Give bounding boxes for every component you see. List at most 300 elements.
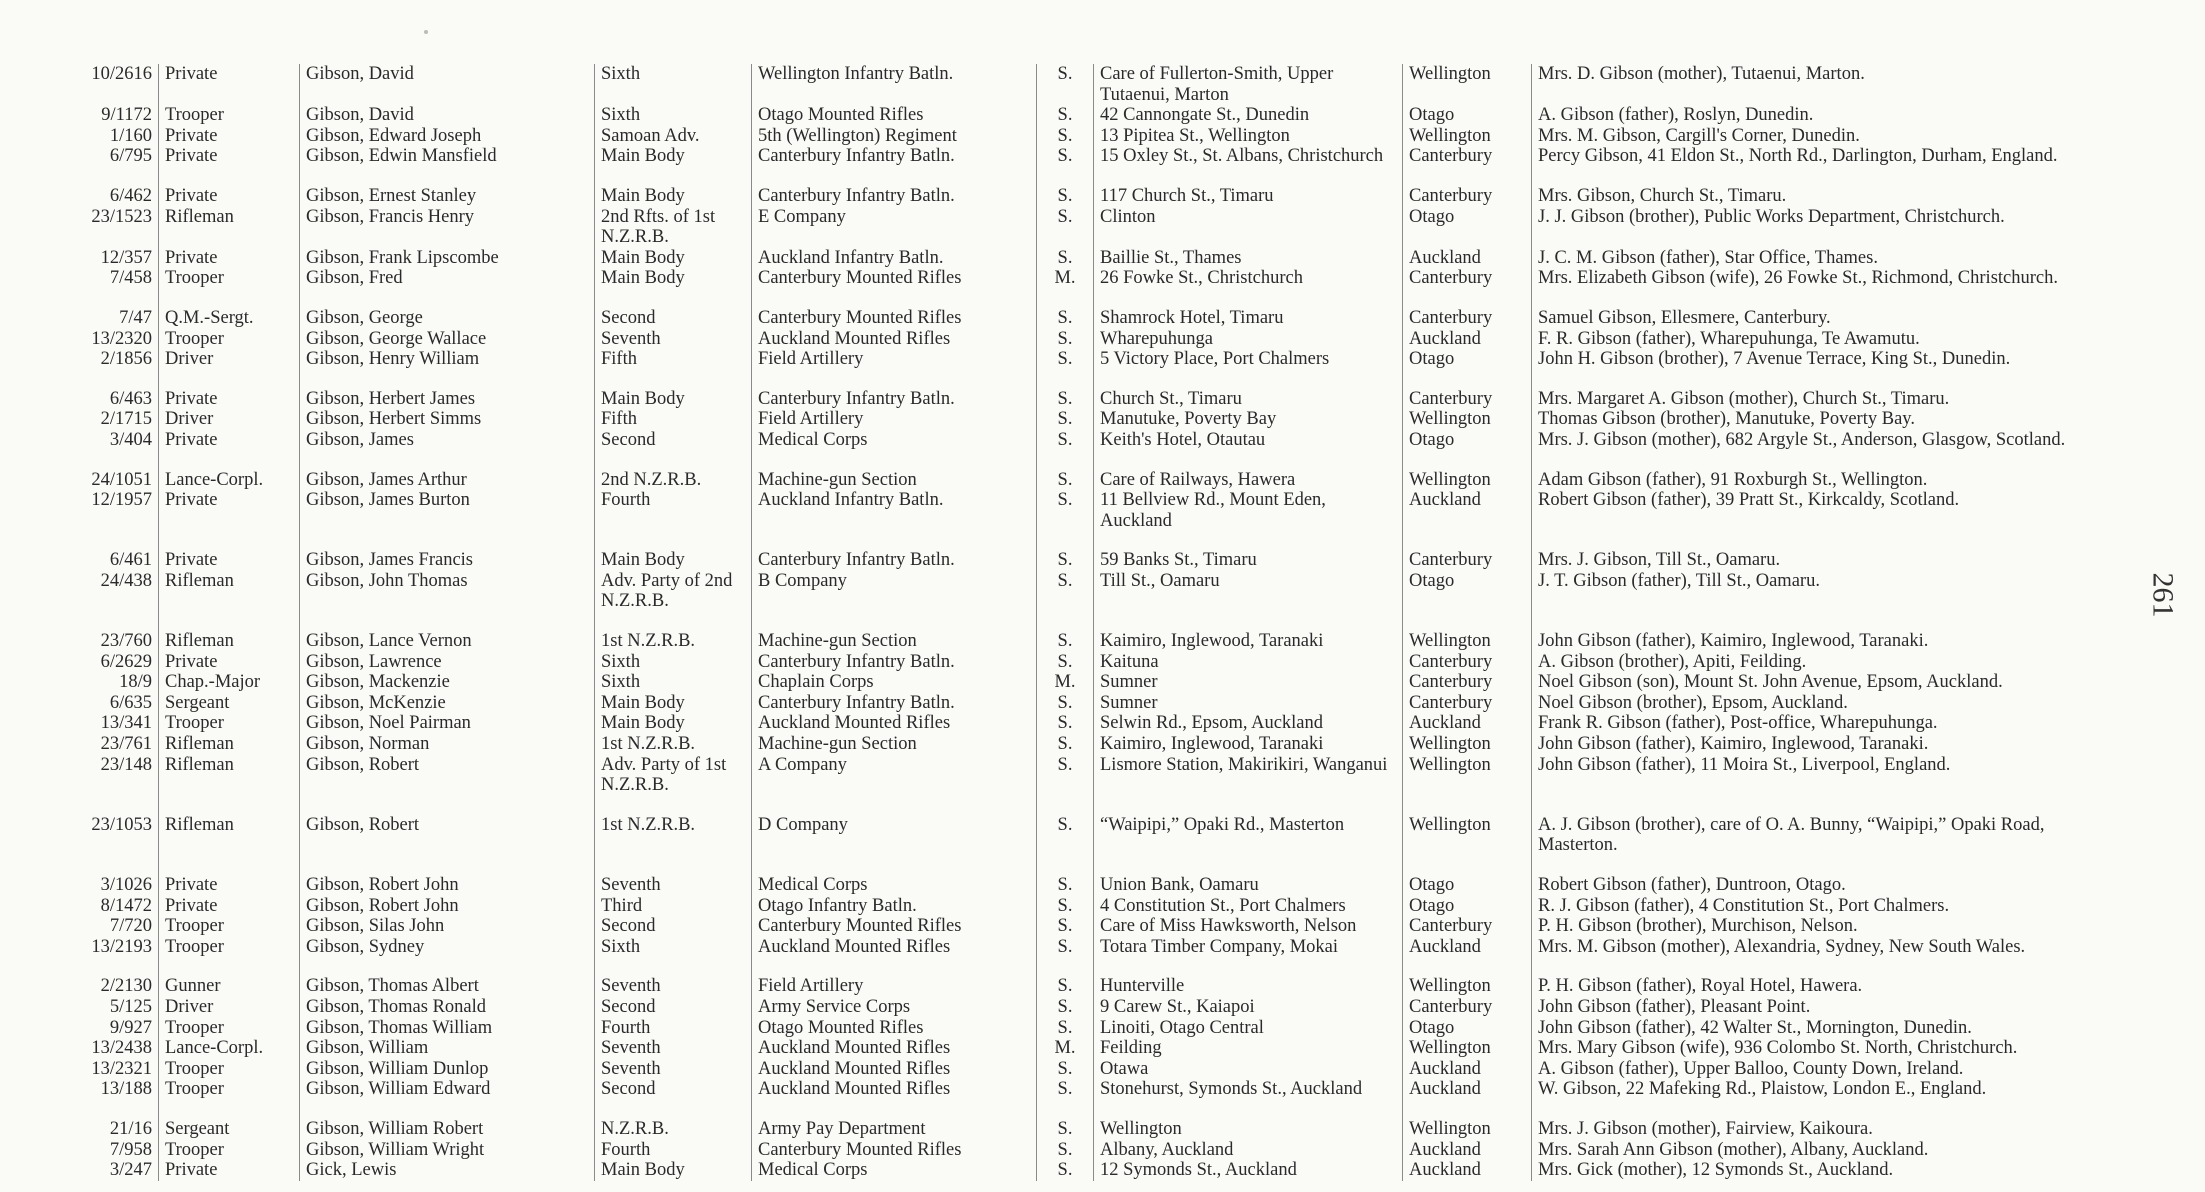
unit-cell: Auckland Mounted Rifles (752, 937, 1037, 958)
next-of-kin-cell: John H. Gibson (brother), 7 Avenue Terrace, King St., Dunedin. (1532, 349, 2119, 370)
draft-cell: Adv. Party of 1st N.Z.R.B. (595, 755, 752, 796)
page-number: 261 (2146, 572, 2180, 618)
district-cell: Canterbury (1403, 652, 1532, 673)
last-address-cell: Sumner (1094, 693, 1403, 714)
rank-cell: Q.M.-Sergt. (159, 289, 300, 329)
unit-cell: Canterbury Mounted Rifles (752, 916, 1037, 937)
last-address-cell: Clinton (1094, 207, 1403, 248)
table-row (40, 207, 2118, 248)
marital-status-cell: S. (1037, 1160, 1094, 1181)
unit-cell: Canterbury Infantry Batln. (752, 652, 1037, 673)
last-address-cell: Care of Railways, Hawera (1094, 451, 1403, 491)
soldier-name-cell: Gibson, John Thomas (300, 571, 595, 612)
last-address-cell: 13 Pipitea St., Wellington (1094, 126, 1403, 147)
unit-cell: Army Service Corps (752, 997, 1037, 1018)
next-of-kin-cell: A. Gibson (father), Roslyn, Dunedin. (1532, 105, 2119, 126)
marital-status-cell: S. (1037, 289, 1094, 329)
last-address-cell: “Waipipi,” Opaki Rd., Masterton (1094, 796, 1403, 856)
last-address-cell: Church St., Timaru (1094, 370, 1403, 410)
soldier-name-cell: Gibson, Noel Pairman (300, 713, 595, 734)
next-of-kin-cell: A. Gibson (father), Upper Balloo, County Down, Ireland. (1532, 1059, 2119, 1080)
unit-cell: A Company (752, 755, 1037, 796)
unit-cell: Wellington Infantry Batln. (752, 64, 1037, 105)
next-of-kin-cell: Mrs. Mary Gibson (wife), 936 Colombo St. North, Christchurch. (1532, 1038, 2119, 1059)
roll-body (40, 64, 2118, 1181)
soldier-name-cell: Gibson, Lance Vernon (300, 612, 595, 652)
rank-cell: Rifleman (159, 734, 300, 755)
soldier-name-cell: Gibson, Frank Lipscombe (300, 248, 595, 269)
rank-cell: Trooper (159, 105, 300, 126)
table-row (40, 167, 2118, 207)
unit-cell: Medical Corps (752, 1160, 1037, 1181)
service-number-cell: 6/462 (109, 185, 152, 206)
service-number-cell: 6/463 (109, 388, 152, 409)
unit-cell: Auckland Mounted Rifles (752, 1079, 1037, 1100)
district-cell: Wellington (1403, 612, 1532, 652)
soldier-name-cell: Gibson, Lawrence (300, 652, 595, 673)
unit-cell: D Company (752, 796, 1037, 856)
last-address-cell: Till St., Oamaru (1094, 571, 1403, 612)
next-of-kin-cell: Mrs. J. Gibson, Till St., Oamaru. (1532, 531, 2119, 571)
rank-cell: Trooper (159, 1018, 300, 1039)
rank-cell: Gunner (159, 957, 300, 997)
table-row (40, 856, 2118, 896)
unit-cell: Canterbury Infantry Batln. (752, 531, 1037, 571)
next-of-kin-cell: Noel Gibson (son), Mount St. John Avenue, Epsom, Auckland. (1532, 672, 2119, 693)
unit-cell: Canterbury Mounted Rifles (752, 268, 1037, 289)
marital-status-cell: S. (1037, 713, 1094, 734)
table-row (40, 652, 2118, 673)
table-row (40, 693, 2118, 714)
marital-status-cell: S. (1037, 451, 1094, 491)
rank-cell: Rifleman (159, 796, 300, 856)
next-of-kin-cell: Mrs. Gibson, Church St., Timaru. (1532, 167, 2119, 207)
last-address-cell: Wellington (1094, 1100, 1403, 1140)
district-cell: Otago (1403, 1018, 1532, 1039)
table-row (40, 126, 2118, 147)
service-number-cell: 7/958 (109, 1139, 152, 1160)
next-of-kin-cell: J. T. Gibson (father), Till St., Oamaru. (1532, 571, 2119, 612)
unit-cell: Machine-gun Section (752, 612, 1037, 652)
service-number-cell: 6/795 (109, 146, 152, 167)
rank-cell: Trooper (159, 1140, 300, 1161)
rank-cell: Private (159, 126, 300, 147)
draft-cell: 2nd N.Z.R.B. (595, 451, 752, 491)
service-number-cell: 6/2629 (100, 651, 152, 672)
last-address-cell: Hunterville (1094, 957, 1403, 997)
unit-cell: Canterbury Infantry Batln. (752, 370, 1037, 410)
service-number-cell: 21/16 (109, 1118, 152, 1139)
district-cell: Canterbury (1403, 146, 1532, 167)
draft-cell: Seventh (595, 957, 752, 997)
last-address-cell: 26 Fowke St., Christchurch (1094, 268, 1403, 289)
marital-status-cell: S. (1037, 64, 1094, 105)
nominal-roll-table (40, 64, 2118, 1181)
last-address-cell: Feilding (1094, 1038, 1403, 1059)
last-address-cell: 11 Bellview Rd., Mount Eden, Auckland (1094, 490, 1403, 531)
unit-cell: Medical Corps (752, 430, 1037, 451)
unit-cell: Auckland Mounted Rifles (752, 1038, 1037, 1059)
rank-cell: Lance-Corpl. (159, 1038, 300, 1059)
soldier-name-cell: Gick, Lewis (300, 1160, 595, 1181)
service-number-cell: 18/9 (119, 672, 152, 693)
rank-cell: Trooper (159, 1079, 300, 1100)
district-cell: Otago (1403, 856, 1532, 896)
draft-cell: 2nd Rfts. of 1st N.Z.R.B. (595, 207, 752, 248)
unit-cell: Chaplain Corps (752, 672, 1037, 693)
draft-cell: Second (595, 997, 752, 1018)
last-address-cell: 117 Church St., Timaru (1094, 167, 1403, 207)
last-address-cell: Kaituna (1094, 652, 1403, 673)
table-row (40, 796, 2118, 856)
draft-cell: 1st N.Z.R.B. (595, 734, 752, 755)
draft-cell: Seventh (595, 856, 752, 896)
rank-cell: Trooper (159, 916, 300, 937)
marital-status-cell: S. (1037, 896, 1094, 917)
last-address-cell: Stonehurst, Symonds St., Auckland (1094, 1079, 1403, 1100)
soldier-name-cell: Gibson, James (300, 430, 595, 451)
draft-cell: 1st N.Z.R.B. (595, 796, 752, 856)
last-address-cell: Union Bank, Oamaru (1094, 856, 1403, 896)
district-cell: Wellington (1403, 957, 1532, 997)
service-number-cell: 13/2438 (91, 1038, 152, 1059)
last-address-cell: 4 Constitution St., Port Chalmers (1094, 896, 1403, 917)
rank-cell: Private (159, 167, 300, 207)
last-address-cell: Care of Fullerton-Smith, Upper Tutaenui, Marton (1094, 64, 1403, 105)
marital-status-cell: S. (1037, 105, 1094, 126)
rank-cell: Private (159, 64, 300, 105)
draft-cell: Adv. Party of 2nd N.Z.R.B. (595, 571, 752, 612)
next-of-kin-cell: John Gibson (father), Pleasant Point. (1532, 997, 2119, 1018)
district-cell: Auckland (1403, 329, 1532, 350)
service-number-cell: 3/404 (109, 429, 152, 450)
draft-cell: Main Body (595, 167, 752, 207)
soldier-name-cell: Gibson, James Francis (300, 531, 595, 571)
next-of-kin-cell: J. C. M. Gibson (father), Star Office, Thames. (1532, 248, 2119, 269)
district-cell: Canterbury (1403, 997, 1532, 1018)
district-cell: Otago (1403, 349, 1532, 370)
table-row (40, 64, 2118, 105)
soldier-name-cell: Gibson, Thomas Albert (300, 957, 595, 997)
next-of-kin-cell: R. J. Gibson (father), 4 Constitution St., Port Chalmers. (1532, 896, 2119, 917)
soldier-name-cell: Gibson, Edwin Mansfield (300, 146, 595, 167)
service-number-cell: 13/2193 (91, 936, 152, 957)
next-of-kin-cell: Mrs. M. Gibson, Cargill's Corner, Dunedin. (1532, 126, 2119, 147)
marital-status-cell: S. (1037, 126, 1094, 147)
soldier-name-cell: Gibson, William (300, 1038, 595, 1059)
draft-cell: Main Body (595, 713, 752, 734)
next-of-kin-cell: F. R. Gibson (father), Wharepuhunga, Te Awamutu. (1532, 329, 2119, 350)
rank-cell: Chap.-Major (159, 672, 300, 693)
table-row (40, 146, 2118, 167)
soldier-name-cell: Gibson, Edward Joseph (300, 126, 595, 147)
marital-status-cell: S. (1037, 856, 1094, 896)
service-number-cell: 7/458 (109, 268, 152, 289)
service-number-cell: 23/1523 (91, 206, 152, 227)
unit-cell: Army Pay Department (752, 1100, 1037, 1140)
soldier-name-cell: Gibson, Thomas Ronald (300, 997, 595, 1018)
service-number-cell: 2/1715 (100, 409, 152, 430)
soldier-name-cell: Gibson, George Wallace (300, 329, 595, 350)
last-address-cell: Otawa (1094, 1059, 1403, 1080)
next-of-kin-cell: John Gibson (father), Kaimiro, Inglewood, Taranaki. (1532, 612, 2119, 652)
marital-status-cell: S. (1037, 409, 1094, 430)
soldier-name-cell: Gibson, McKenzie (300, 693, 595, 714)
rank-cell: Private (159, 248, 300, 269)
table-row (40, 451, 2118, 491)
draft-cell: Main Body (595, 146, 752, 167)
service-number-cell: 24/1051 (91, 469, 152, 490)
marital-status-cell: S. (1037, 430, 1094, 451)
draft-cell: Sixth (595, 672, 752, 693)
district-cell: Auckland (1403, 713, 1532, 734)
last-address-cell: Keith's Hotel, Otautau (1094, 430, 1403, 451)
rank-cell: Trooper (159, 1059, 300, 1080)
table-row (40, 268, 2118, 289)
rank-cell: Lance-Corpl. (159, 451, 300, 491)
service-number-cell: 23/148 (100, 754, 152, 775)
district-cell: Otago (1403, 207, 1532, 248)
rank-cell: Private (159, 430, 300, 451)
rank-cell: Private (159, 896, 300, 917)
soldier-name-cell: Gibson, Robert (300, 796, 595, 856)
district-cell: Auckland (1403, 248, 1532, 269)
service-number-cell: 13/2321 (91, 1058, 152, 1079)
district-cell: Canterbury (1403, 672, 1532, 693)
service-number-cell: 12/1957 (91, 490, 152, 511)
marital-status-cell: S. (1037, 248, 1094, 269)
unit-cell: E Company (752, 207, 1037, 248)
last-address-cell: Manutuke, Poverty Bay (1094, 409, 1403, 430)
unit-cell: Auckland Mounted Rifles (752, 1059, 1037, 1080)
marital-status-cell: S. (1037, 916, 1094, 937)
table-row (40, 916, 2118, 937)
table-row (40, 755, 2118, 796)
draft-cell: Fourth (595, 490, 752, 531)
last-address-cell: Linoiti, Otago Central (1094, 1018, 1403, 1039)
last-address-cell: Shamrock Hotel, Timaru (1094, 289, 1403, 329)
rank-cell: Driver (159, 409, 300, 430)
district-cell: Auckland (1403, 1079, 1532, 1100)
service-number-cell: 13/341 (100, 713, 152, 734)
unit-cell: B Company (752, 571, 1037, 612)
service-number-cell: 23/760 (100, 631, 152, 652)
soldier-name-cell: Gibson, Sydney (300, 937, 595, 958)
service-number-cell: 6/635 (109, 692, 152, 713)
last-address-cell: 5 Victory Place, Port Chalmers (1094, 349, 1403, 370)
last-address-cell: Wharepuhunga (1094, 329, 1403, 350)
next-of-kin-cell: Mrs. Gick (mother), 12 Symonds St., Auckland. (1532, 1160, 2119, 1181)
district-cell: Canterbury (1403, 167, 1532, 207)
next-of-kin-cell: Mrs. M. Gibson (mother), Alexandria, Sydney, New South Wales. (1532, 937, 2119, 958)
next-of-kin-cell: Samuel Gibson, Ellesmere, Canterbury. (1532, 289, 2119, 329)
unit-cell: Canterbury Infantry Batln. (752, 167, 1037, 207)
next-of-kin-cell: Mrs. J. Gibson (mother), Fairview, Kaikoura. (1532, 1100, 2119, 1140)
last-address-cell: Lismore Station, Makirikiri, Wanganui (1094, 755, 1403, 796)
draft-cell: Seventh (595, 1038, 752, 1059)
unit-cell: Field Artillery (752, 957, 1037, 997)
draft-cell: Second (595, 1079, 752, 1100)
marital-status-cell: S. (1037, 1079, 1094, 1100)
marital-status-cell: S. (1037, 571, 1094, 612)
district-cell: Auckland (1403, 490, 1532, 531)
district-cell: Canterbury (1403, 268, 1532, 289)
marital-status-cell: M. (1037, 268, 1094, 289)
draft-cell: Third (595, 896, 752, 917)
next-of-kin-cell: Percy Gibson, 41 Eldon St., North Rd., Darlington, Durham, England. (1532, 146, 2119, 167)
draft-cell: Main Body (595, 268, 752, 289)
last-address-cell: Kaimiro, Inglewood, Taranaki (1094, 734, 1403, 755)
marital-status-cell: S. (1037, 531, 1094, 571)
next-of-kin-cell: Noel Gibson (brother), Epsom, Auckland. (1532, 693, 2119, 714)
service-number-cell: 9/927 (109, 1017, 152, 1038)
draft-cell: Main Body (595, 1160, 752, 1181)
district-cell: Otago (1403, 105, 1532, 126)
table-row (40, 329, 2118, 350)
draft-cell: Sixth (595, 937, 752, 958)
rank-cell: Rifleman (159, 207, 300, 248)
unit-cell: Auckland Mounted Rifles (752, 329, 1037, 350)
rank-cell: Trooper (159, 268, 300, 289)
rank-cell: Private (159, 490, 300, 531)
service-number-cell: 23/1053 (91, 814, 152, 835)
district-cell: Canterbury (1403, 916, 1532, 937)
next-of-kin-cell: John Gibson (father), 11 Moira St., Liverpool, England. (1532, 755, 2119, 796)
district-cell: Canterbury (1403, 289, 1532, 329)
soldier-name-cell: Gibson, Fred (300, 268, 595, 289)
service-number-cell: 1/160 (109, 125, 152, 146)
next-of-kin-cell: Frank R. Gibson (father), Post-office, Wharepuhunga. (1532, 713, 2119, 734)
service-number-cell: 3/1026 (100, 875, 152, 895)
unit-cell: Field Artillery (752, 409, 1037, 430)
table-row (40, 1059, 2118, 1080)
last-address-cell: Baillie St., Thames (1094, 248, 1403, 269)
last-address-cell: 12 Symonds St., Auckland (1094, 1160, 1403, 1181)
draft-cell: Fourth (595, 1140, 752, 1161)
rank-cell: Private (159, 146, 300, 167)
unit-cell: Canterbury Infantry Batln. (752, 693, 1037, 714)
table-row (40, 490, 2118, 531)
unit-cell: Auckland Infantry Batln. (752, 248, 1037, 269)
table-row (40, 430, 2118, 451)
table-row (40, 571, 2118, 612)
soldier-name-cell: Gibson, Norman (300, 734, 595, 755)
next-of-kin-cell: J. J. Gibson (brother), Public Works Department, Christchurch. (1532, 207, 2119, 248)
soldier-name-cell: Gibson, Ernest Stanley (300, 167, 595, 207)
rank-cell: Trooper (159, 937, 300, 958)
service-number-cell: 2/2130 (100, 976, 152, 997)
district-cell: Auckland (1403, 1160, 1532, 1181)
marital-status-cell: S. (1037, 755, 1094, 796)
draft-cell: Main Body (595, 693, 752, 714)
last-address-cell: Sumner (1094, 672, 1403, 693)
soldier-name-cell: Gibson, Thomas William (300, 1018, 595, 1039)
unit-cell: Otago Mounted Rifles (752, 1018, 1037, 1039)
draft-cell: 1st N.Z.R.B. (595, 612, 752, 652)
next-of-kin-cell: Adam Gibson (father), 91 Roxburgh St., Wellington. (1532, 451, 2119, 491)
district-cell: Auckland (1403, 1059, 1532, 1080)
table-row (40, 997, 2118, 1018)
draft-cell: Main Body (595, 370, 752, 410)
district-cell: Wellington (1403, 64, 1532, 105)
last-address-cell: 42 Cannongate St., Dunedin (1094, 105, 1403, 126)
district-cell: Wellington (1403, 451, 1532, 491)
table-row (40, 1079, 2118, 1100)
soldier-name-cell: Gibson, William Wright (300, 1140, 595, 1161)
marital-status-cell: S. (1037, 329, 1094, 350)
next-of-kin-cell: Mrs. J. Gibson (mother), 682 Argyle St., Anderson, Glasgow, Scotland. (1532, 430, 2119, 451)
table-row (40, 734, 2118, 755)
rank-cell: Private (159, 652, 300, 673)
rank-cell: Rifleman (159, 755, 300, 796)
unit-cell: Auckland Mounted Rifles (752, 713, 1037, 734)
soldier-name-cell: Gibson, William Edward (300, 1079, 595, 1100)
marital-status-cell: S. (1037, 349, 1094, 370)
rank-cell: Sergeant (159, 693, 300, 714)
marital-status-cell: S. (1037, 1140, 1094, 1161)
draft-cell: Seventh (595, 1059, 752, 1080)
unit-cell: Canterbury Infantry Batln. (752, 146, 1037, 167)
marital-status-cell: S. (1037, 612, 1094, 652)
service-number-cell: 5/125 (109, 996, 152, 1017)
service-number-cell: 23/761 (100, 734, 152, 755)
draft-cell: Sixth (595, 652, 752, 673)
district-cell: Wellington (1403, 1100, 1532, 1140)
table-row (40, 957, 2118, 997)
soldier-name-cell: Gibson, William Dunlop (300, 1059, 595, 1080)
rank-cell: Driver (159, 349, 300, 370)
unit-cell: Field Artillery (752, 349, 1037, 370)
rank-cell: Private (159, 1160, 300, 1181)
unit-cell: Otago Infantry Batln. (752, 896, 1037, 917)
soldier-name-cell: Gibson, David (300, 64, 595, 105)
draft-cell: Fourth (595, 1018, 752, 1039)
soldier-name-cell: Gibson, James Burton (300, 490, 595, 531)
unit-cell: Machine-gun Section (752, 451, 1037, 491)
rank-cell: Driver (159, 997, 300, 1018)
soldier-name-cell: Gibson, Silas John (300, 916, 595, 937)
next-of-kin-cell: P. H. Gibson (brother), Murchison, Nelson. (1532, 916, 2119, 937)
last-address-cell: Totara Timber Company, Mokai (1094, 937, 1403, 958)
district-cell: Wellington (1403, 734, 1532, 755)
district-cell: Otago (1403, 896, 1532, 917)
soldier-name-cell: Gibson, Robert John (300, 896, 595, 917)
table-row (40, 612, 2118, 652)
draft-cell: Second (595, 916, 752, 937)
unit-cell: Otago Mounted Rifles (752, 105, 1037, 126)
table-row (40, 289, 2118, 329)
marital-status-cell: S. (1037, 1059, 1094, 1080)
next-of-kin-cell: Thomas Gibson (brother), Manutuke, Poverty Bay. (1532, 409, 2119, 430)
marital-status-cell: S. (1037, 937, 1094, 958)
draft-cell: Main Body (595, 248, 752, 269)
service-number-cell: 7/47 (119, 307, 152, 328)
page-speck (424, 30, 428, 34)
district-cell: Wellington (1403, 126, 1532, 147)
service-number-cell: 7/720 (109, 916, 152, 937)
district-cell: Wellington (1403, 755, 1532, 796)
service-number-cell: 10/2616 (91, 64, 152, 84)
table-row (40, 1038, 2118, 1059)
table-row (40, 248, 2118, 269)
next-of-kin-cell: John Gibson (father), Kaimiro, Inglewood, Taranaki. (1532, 734, 2119, 755)
next-of-kin-cell: W. Gibson, 22 Mafeking Rd., Plaistow, London E., England. (1532, 1079, 2119, 1100)
draft-cell: Main Body (595, 531, 752, 571)
table-row (40, 1160, 2118, 1181)
marital-status-cell: S. (1037, 1100, 1094, 1140)
district-cell: Canterbury (1403, 693, 1532, 714)
table-row (40, 1018, 2118, 1039)
